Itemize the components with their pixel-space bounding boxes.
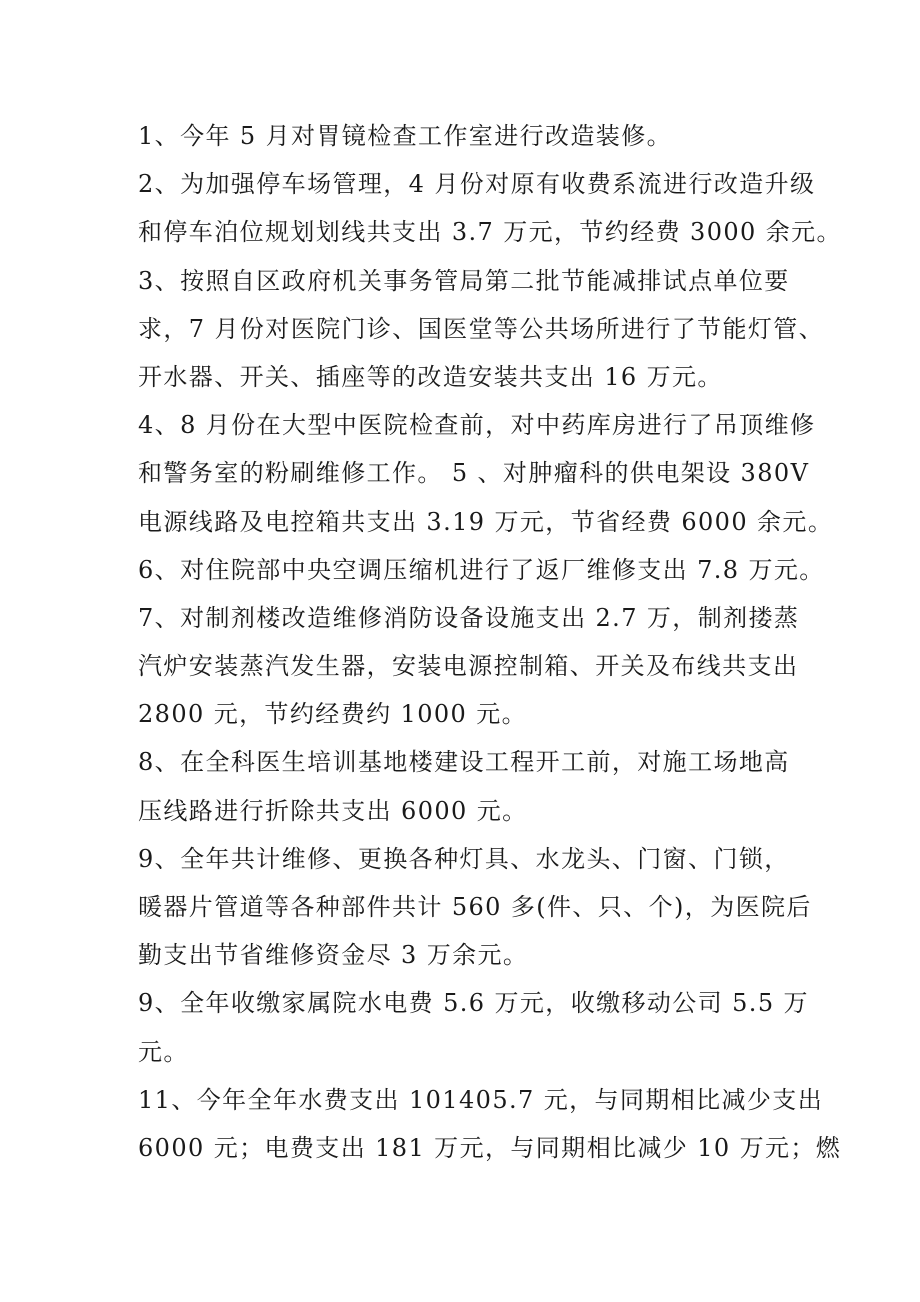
text-line: 电源线路及电控箱共支出 3.19 万元，节省经费 6000 余元。 (138, 507, 834, 536)
text-line: 开水器、开关、插座等的改造安装共支出 16 万元。 (138, 362, 723, 391)
text-line: 7、对制剂楼改造维修消防设备设施支出 2.7 万，制剂搂蒸 (138, 603, 800, 632)
text-line: 2、为加强停车场管理，4 月份对原有收费系流进行改造升级 (138, 170, 816, 199)
document-body (138, 112, 842, 1172)
text-line: 9、全年收缴家属院水电费 5.6 万元，收缴移动公司 5.5 万 (138, 989, 809, 1018)
text-line: 8、在全科医生培训基地楼建设工程开工前，对施工场地高 (138, 748, 790, 777)
text-line: 和警务室的粉刷维修工作。 5 、对肿瘤科的供电架设 380V (138, 459, 810, 488)
text-line: 4、8 月份在大型中医院检查前，对中药库房进行了吊顶维修 (138, 411, 816, 440)
text-line: 6、对住院部中央空调压缩机进行了返厂维修支出 7.8 万元。 (138, 555, 825, 584)
text-line: 2800 元，节约经费约 1000 元。 (138, 700, 528, 729)
text-line: 和停车泊位规划划线共支出 3.7 万元，节约经费 3000 余元。 (138, 218, 842, 247)
text-line: 求，7 月份对医院门诊、国医堂等公共场所进行了节能灯管、 (138, 314, 825, 343)
text-line: 勤支出节省维修资金尽 3 万余元。 (138, 941, 529, 970)
text-line: 元。 (138, 1037, 189, 1066)
text-line: 压线路进行折除共支出 6000 元。 (138, 796, 528, 825)
text-line: 9、全年共计维修、更换各种灯具、水龙头、门窗、门锁， (138, 844, 790, 873)
text-line: 1、今年 5 月对胃镜检查工作室进行改造装修。 (138, 122, 672, 150)
text-line: 6000 元；电费支出 181 万元，与同期相比减少 10 万元；燃 (138, 1133, 842, 1162)
text-line: 暖器片管道等各种部件共计 560 多(件、只、个)，为医院后 (138, 893, 812, 921)
text-line: 汽炉安装蒸汽发生器，安装电源控制箱、开关及布线共支出 (138, 652, 799, 681)
text-line: 3、按照自区政府机关事务管局第二批节能减排试点单位要 (138, 266, 790, 295)
text-line: 11、今年全年水费支出 101405.7 元，与同期相比减少支出 (138, 1085, 824, 1114)
